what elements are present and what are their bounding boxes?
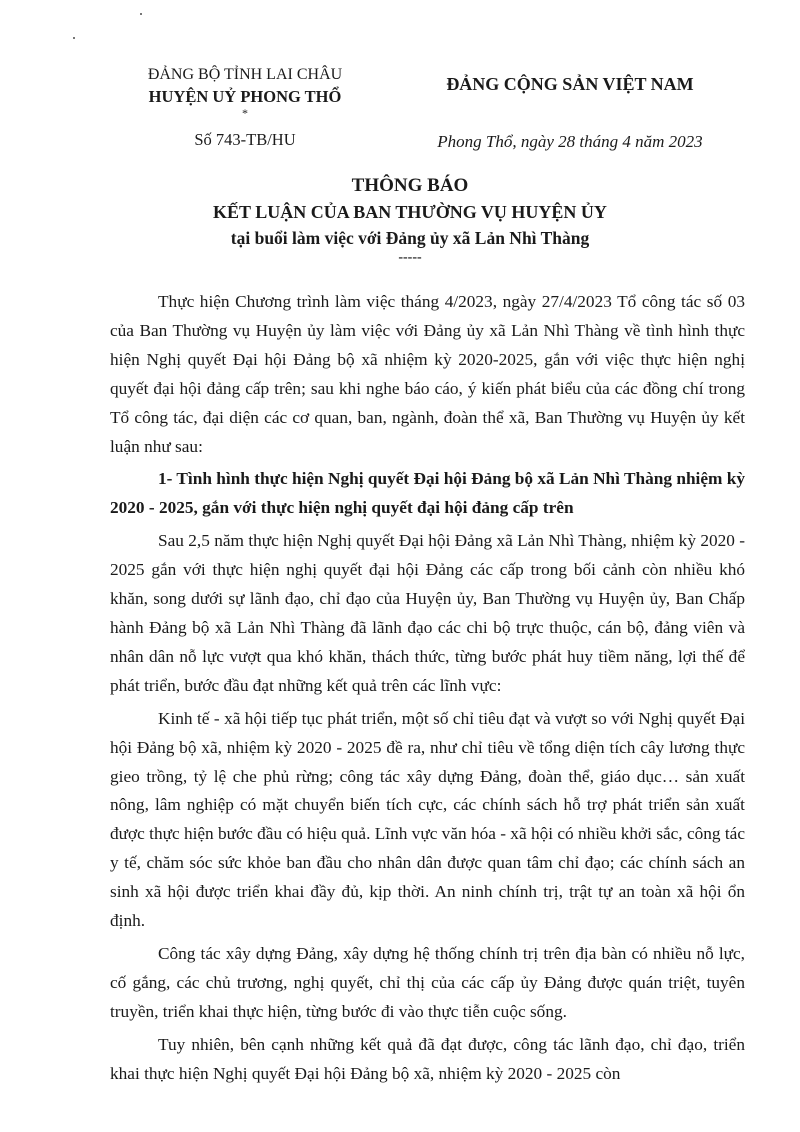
section-heading-1: 1- Tình hình thực hiện Nghị quyết Đại hội Đảng bộ xã Lản Nhì Thàng nhiệm kỳ 2020 - 2025, gắn với thực hiện nghị quyết đại hội đảng cấp trên bbox=[110, 469, 745, 518]
org-star: * bbox=[242, 106, 248, 120]
paragraph-limitations: Tuy nhiên, bên cạnh những kết quả đã đạt được, công tác lãnh đạo, chỉ đạo, triển khai thực hiện Nghị quyết Đại hội Đảng bộ xã, nhiệm kỳ 2020 - 2025 còn bbox=[110, 1034, 745, 1083]
paragraph-economy: Kinh tế - xã hội tiếp tục phát triển, một số chỉ tiêu đạt và vượt so với Nghị quyết Đại hội Đảng bộ xã, nhiệm kỳ 2020 - 2025 đề ra, như chỉ tiêu về tổng diện tích cây lương thực gieo trồng, tỷ lệ che phủ rừng; công tác xây dựng Đảng, đoàn thể, giáo dục… sản xuất nông, lâm nghiệp có mặt chuyển biến tích cực, các chính sách hỗ trợ phát triển sản xuất được thực hiện bước đầu có hiệu quả. Lĩnh vực văn hóa - xã hội có nhiều khởi sắc, công tác y tế, chăm sóc sức khỏe ban đầu cho nhân dân được quan tâm chỉ đạo; các chính sách an sinh xã hội được triển khai đầy đủ, kịp thời. An ninh chính trị, trật tự an toàn xã hội ổn định. bbox=[110, 708, 745, 931]
document-number: Số 743-TB/HU bbox=[194, 130, 296, 149]
paragraph-intro: Thực hiện Chương trình làm việc tháng 4/2023, ngày 27/4/2023 Tổ công tác số 03 của Ban Thường vụ Huyện ủy làm việc với Đảng ủy xã Lản Nhì Thàng về tình hình thực hiện Nghị quyết Đại hội Đảng bộ xã nhiệm kỳ 2020-2025, gắn với việc thực hiện nghị quyết đại hội đảng cấp trên; sau khi nghe báo cáo, ý kiến phát biểu của các đồng chí trong Tổ công tác, đại diện các cơ quan, ban, ngành, đoàn thể xã, Ban Thường vụ Huyện ủy kết luận như sau: bbox=[110, 292, 745, 456]
date-line: Phong Thổ, ngày 28 tháng 4 năm 2023 bbox=[437, 132, 703, 151]
title-line-3: tại buổi làm việc với Đảng ủy xã Lản Nhì Thàng bbox=[230, 228, 590, 248]
scan-speck bbox=[140, 13, 142, 15]
org-line-2: HUYỆN UỶ PHONG THỔ bbox=[148, 87, 342, 106]
document-body bbox=[110, 288, 745, 1092]
paragraph-party-building: Công tác xây dựng Đảng, xây dựng hệ thống chính trị trên địa bàn có nhiều nỗ lực, cố gắng, các chủ trương, nghị quyết, chỉ thị của các cấp ủy Đảng được quán triệt, tuyên truyền, triển khai thực hiện, từng bước đi vào thực tiễn cuộc sống. bbox=[110, 943, 745, 1021]
title-line-2: KẾT LUẬN CỦA BAN THƯỜNG VỤ HUYỆN ỦY bbox=[213, 202, 607, 222]
document-title-block bbox=[100, 173, 720, 265]
title-line-1: THÔNG BÁO bbox=[351, 175, 469, 196]
issuing-organization bbox=[100, 64, 390, 118]
paragraph-results: Sau 2,5 năm thực hiện Nghị quyết Đại hội Đảng xã Lản Nhì Thàng, nhiệm kỳ 2020 - 2025 gắn với thực hiện nghị quyết đại hội Đảng các cấp trong bối cảnh còn nhiều khó khăn, song dưới sự lãnh đạo, chỉ đạo của Huyện ủy, Ban Thường vụ Huyện ủy, Ban Chấp hành Đảng bộ xã Lản Nhì Thàng đã lãnh đạo các chi bộ trực thuộc, cán bộ, đảng viên và nhân dân nỗ lực vượt qua khó khăn, thách thức, từng bước phát huy tiềm năng, lợi thế để phát triển, bước đầu đạt những kết quả trên các lĩnh vực: bbox=[110, 531, 745, 695]
party-name: ĐẢNG CỘNG SẢN VIỆT NAM bbox=[446, 74, 694, 94]
org-line-1: ĐẢNG BỘ TỈNH LAI CHÂU bbox=[147, 66, 343, 83]
title-divider: ----- bbox=[398, 250, 422, 265]
scan-speck bbox=[73, 37, 75, 39]
party-header bbox=[400, 64, 740, 98]
